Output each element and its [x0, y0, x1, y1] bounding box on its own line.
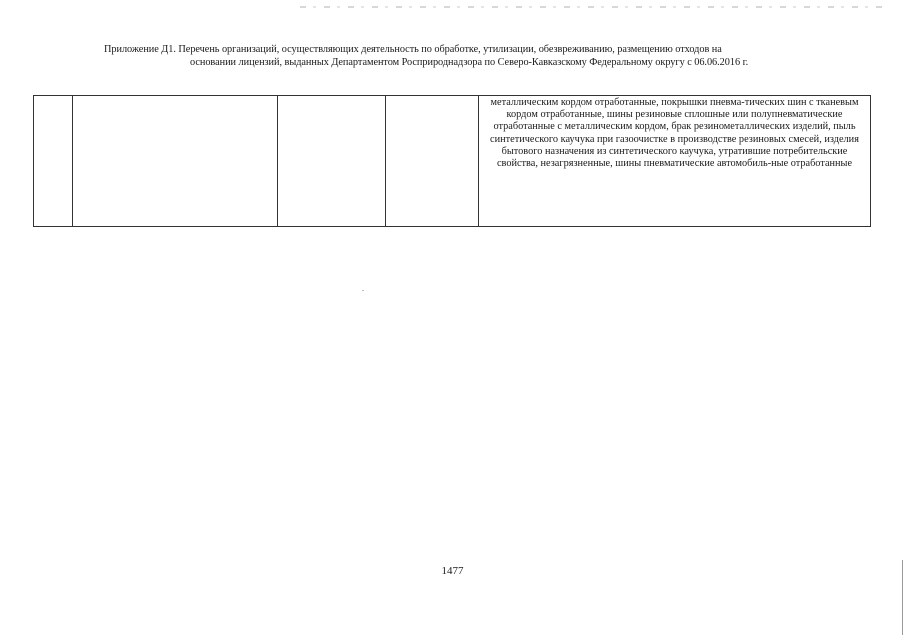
- scan-edge-line: [902, 560, 903, 635]
- table-cell-activity: [386, 96, 479, 227]
- table-cell-organization: [73, 96, 278, 227]
- organizations-table: [33, 95, 871, 227]
- table-cell-number: [34, 96, 73, 227]
- table-cell-license: [278, 96, 386, 227]
- scan-speck: [362, 290, 364, 291]
- page-number: 1477: [441, 565, 464, 577]
- header-line-1: Приложение Д1. Перечень организаций, осуществляющих деятельность по обработке, утилизации, обезвреживанию, размещению отходов на: [104, 44, 722, 55]
- scan-artifact-marks: [300, 6, 885, 8]
- table-cell-waste-types: металлическим кордом отработанные, покрышки пневма-тических шин с тканевым кордом отработанные, шины резиновые сплошные или полупневматические отработанные с металлическим кордом, брак резинометаллических изделий, пыль синтетического каучука при газоочистке в производстве резиновых смесей, изделия бытового назначения из синтетического каучука, утратившие потребительские свойства, незагрязненные, шины пневматические автомобиль-ные отработанные: [479, 96, 871, 227]
- document-header: [100, 44, 870, 69]
- header-line-2: основании лицензий, выданных Департаментом Росприроднадзора по Северо-Кавказскому Федеральному округу с 06.06.2016 г.: [190, 56, 749, 68]
- table-row: [34, 96, 871, 227]
